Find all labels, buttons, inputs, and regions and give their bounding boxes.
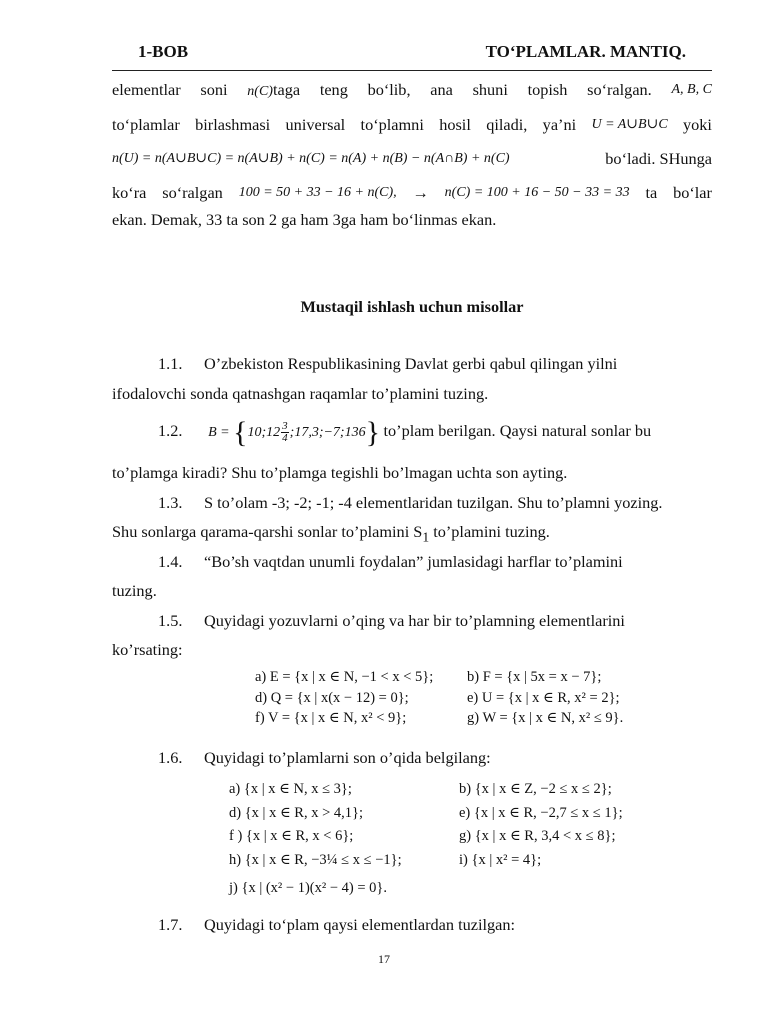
chapter-label: 1-BOB xyxy=(138,42,189,61)
intro-line-5: ekan. Demak, 33 ta son 2 ga ham 3ga ham bo‘linmas ekan. xyxy=(112,210,497,229)
exercise-1-2: 1.2. B = {10;12 $\frac{3}{4}$ ;17,3;−7;136} to’plam berilgan. Qaysi natural sonlar bu xyxy=(158,415,652,449)
section-title: Mustaqil ishlash uchun misollar xyxy=(300,297,524,316)
exercise-1-2-line-2: to’plamga kiradi? Shu to’plamga tegishli bo’lmagan uchta son ayting. xyxy=(112,463,568,482)
math-equation-2: n(C) = 100 + 16 − 50 − 33 = 33 xyxy=(444,185,630,200)
exercise-1-4: 1.4. “Bo’sh vaqtdan unumli foydalan” jumlasidagi harflar to’plamini xyxy=(158,552,623,571)
exercise-1-5-line-2: ko’rsating: xyxy=(112,640,183,659)
exercise-1-5-left-column: a) E = {x | x ∈ N, −1 < x < 5}; d) Q = {x | x(x − 12) = 0}; f) V = {x | x ∈ N, x² < 9}; xyxy=(255,669,434,726)
page-number: 17 xyxy=(378,952,390,966)
exercise-1-5-right-column: b) F = {x | 5x = x − 7}; e) U = {x | x ∈ R, x² = 2}; g) W = {x | x ∈ N, x² ≤ 9}. xyxy=(467,669,624,726)
left-brace-icon: { xyxy=(233,415,248,449)
math-equation-1: 100 = 50 + 33 − 16 + n(C), xyxy=(238,185,397,200)
page-header xyxy=(112,42,712,71)
exercise-1-1: 1.1. O’zbekiston Respublikasining Davlat gerbi qabul qilingan yilni xyxy=(158,354,618,373)
exercise-1-5: 1.5. Quyidagi yozuvlarni o’qing va har bir to’plamning elementlarini xyxy=(158,611,625,630)
right-brace-icon: } xyxy=(365,415,380,449)
exercise-1-6-right-column: b) {x | x ∈ Z, −2 ≤ x ≤ 2}; e) {x | x ∈ R, −2,7 ≤ x ≤ 1}; g) {x | x ∈ R, 3,4 < x ≤ 8}; i) {x | x² = 4}; xyxy=(459,781,623,868)
math-union: U = A∪B∪C xyxy=(591,117,668,132)
exercise-1-7: 1.7. Quyidagi to‘plam qaysi elementlardan tuzilgan: xyxy=(158,915,516,934)
intro-line-2: to‘plamlar birlashmasi universal to‘plamni hosil qiladi, ya’ni U = A∪B∪C yoki xyxy=(112,115,712,134)
math-abc: A, B, C xyxy=(671,82,712,97)
exercise-1-3: 1.3. S to’olam -3; -2; -1; -4 elementlaridan tuzilgan. Shu to’plamni yozing. xyxy=(158,493,663,512)
exercise-1-6: 1.6. Quyidagi to’plamlarni son o’qida belgilang: xyxy=(158,748,491,767)
intro-line-4: ko‘ra so‘ralgan 100 = 50 + 33 − 16 + n(C), → n(C) = 100 + 16 − 50 − 33 = 33 ta bo‘lar xyxy=(112,183,712,202)
chapter-title: TO‘PLAMLAR. MANTIQ. xyxy=(485,42,686,61)
exercise-1-4-line-2: tuzing. xyxy=(112,581,157,600)
math-nc: n(C) xyxy=(247,84,273,99)
exercise-1-6-left-column: a) {x | x ∈ N, x ≤ 3}; d) {x | x ∈ R, x > 4,1}; f ) {x | x ∈ R, x < 6}; h) {x | x ∈ R, −3¼ ≤ x ≤ −1}; j) {x | (x² − 1)(x² − 4) = 0}. xyxy=(229,781,402,896)
fraction: $\frac{3}{4}$ xyxy=(282,420,288,445)
exercise-1-1-line-2: ifodalovchi sonda qatnashgan raqamlar to’plamini tuzing. xyxy=(112,384,489,403)
set-b: B = {10;12 $\frac{3}{4}$ ;17,3;−7;136} xyxy=(208,415,380,449)
arrow-icon: → xyxy=(412,183,429,202)
math-formula: n(U) = n(A∪B∪C) = n(A∪B) + n(C) = n(A) + n(B) − n(A∩B) + n(C) xyxy=(112,151,510,166)
intro-line-3: n(U) = n(A∪B∪C) = n(A∪B) + n(C) = n(A) + n(B) − n(A∩B) + n(C) bo‘ladi. SHunga xyxy=(112,149,712,168)
exercise-1-3-line-2: Shu sonlarga qarama-qarshi sonlar to’plamini $S_1$ to’plamini tuzing. xyxy=(112,522,550,545)
intro-line-1: elementlar soni n(C)taga teng bo‘lib, ana shuni topish so‘ralgan. A, B, C xyxy=(112,79,712,103)
